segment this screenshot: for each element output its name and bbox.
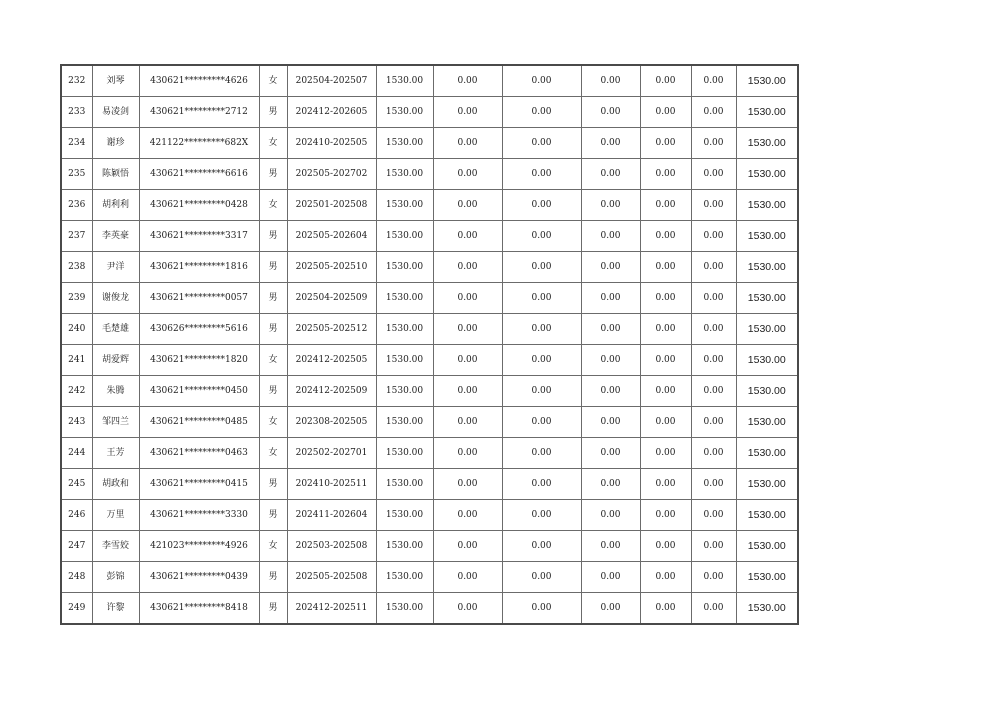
amount-cell: 1530.00 — [376, 65, 433, 97]
table-row — [61, 190, 798, 221]
name-cell: 胡爱辉 — [92, 345, 139, 376]
value-cell-5: 0.00 — [691, 190, 736, 221]
table-row — [61, 221, 798, 252]
gender-cell: 男 — [259, 159, 287, 190]
value-cell-3: 0.00 — [581, 283, 640, 314]
amount-cell: 1530.00 — [376, 407, 433, 438]
period-cell: 202412-202605 — [287, 97, 376, 128]
gender-cell: 男 — [259, 500, 287, 531]
table-row — [61, 97, 798, 128]
amount-cell: 1530.00 — [376, 562, 433, 593]
name-cell: 胡政和 — [92, 469, 139, 500]
id-number-cell: 430621*********1820 — [139, 345, 259, 376]
period-cell: 202505-202512 — [287, 314, 376, 345]
total-cell: 1530.00 — [736, 562, 798, 593]
period-cell: 202504-202507 — [287, 65, 376, 97]
total-cell: 1530.00 — [736, 593, 798, 625]
value-cell-2: 0.00 — [502, 407, 581, 438]
total-cell: 1530.00 — [736, 97, 798, 128]
amount-cell: 1530.00 — [376, 190, 433, 221]
period-cell: 202505-202604 — [287, 221, 376, 252]
gender-cell: 女 — [259, 65, 287, 97]
value-cell-5: 0.00 — [691, 97, 736, 128]
amount-cell: 1530.00 — [376, 314, 433, 345]
value-cell-1: 0.00 — [433, 345, 502, 376]
gender-cell: 男 — [259, 252, 287, 283]
value-cell-5: 0.00 — [691, 500, 736, 531]
value-cell-3: 0.00 — [581, 65, 640, 97]
value-cell-2: 0.00 — [502, 97, 581, 128]
period-cell: 202502-202701 — [287, 438, 376, 469]
id-number-cell: 430621*********0428 — [139, 190, 259, 221]
value-cell-4: 0.00 — [640, 376, 691, 407]
value-cell-2: 0.00 — [502, 190, 581, 221]
gender-cell: 男 — [259, 283, 287, 314]
row-number-cell: 246 — [61, 500, 92, 531]
value-cell-5: 0.00 — [691, 469, 736, 500]
period-cell: 202412-202509 — [287, 376, 376, 407]
value-cell-1: 0.00 — [433, 562, 502, 593]
id-number-cell: 430621*********6616 — [139, 159, 259, 190]
total-cell: 1530.00 — [736, 128, 798, 159]
value-cell-4: 0.00 — [640, 314, 691, 345]
id-number-cell: 430621*********0463 — [139, 438, 259, 469]
value-cell-4: 0.00 — [640, 500, 691, 531]
value-cell-1: 0.00 — [433, 593, 502, 625]
total-cell: 1530.00 — [736, 469, 798, 500]
value-cell-5: 0.00 — [691, 65, 736, 97]
table-body — [61, 65, 798, 624]
value-cell-5: 0.00 — [691, 314, 736, 345]
value-cell-3: 0.00 — [581, 345, 640, 376]
id-number-cell: 430621*********3317 — [139, 221, 259, 252]
row-number-cell: 233 — [61, 97, 92, 128]
period-cell: 202505-202510 — [287, 252, 376, 283]
value-cell-4: 0.00 — [640, 190, 691, 221]
name-cell: 谢俊龙 — [92, 283, 139, 314]
table-row — [61, 128, 798, 159]
row-number-cell: 241 — [61, 345, 92, 376]
value-cell-1: 0.00 — [433, 438, 502, 469]
period-cell: 202505-202702 — [287, 159, 376, 190]
total-cell: 1530.00 — [736, 407, 798, 438]
value-cell-1: 0.00 — [433, 407, 502, 438]
value-cell-1: 0.00 — [433, 531, 502, 562]
period-cell: 202503-202508 — [287, 531, 376, 562]
period-cell: 202504-202509 — [287, 283, 376, 314]
table-row — [61, 376, 798, 407]
value-cell-4: 0.00 — [640, 252, 691, 283]
id-number-cell: 430621*********4626 — [139, 65, 259, 97]
total-cell: 1530.00 — [736, 531, 798, 562]
gender-cell: 女 — [259, 531, 287, 562]
amount-cell: 1530.00 — [376, 159, 433, 190]
total-cell: 1530.00 — [736, 345, 798, 376]
table-row — [61, 469, 798, 500]
amount-cell: 1530.00 — [376, 469, 433, 500]
value-cell-2: 0.00 — [502, 314, 581, 345]
name-cell: 陈颖悟 — [92, 159, 139, 190]
row-number-cell: 238 — [61, 252, 92, 283]
id-number-cell: 421122*********682X — [139, 128, 259, 159]
name-cell: 易凌剑 — [92, 97, 139, 128]
value-cell-5: 0.00 — [691, 593, 736, 625]
amount-cell: 1530.00 — [376, 531, 433, 562]
value-cell-3: 0.00 — [581, 407, 640, 438]
name-cell: 许黎 — [92, 593, 139, 625]
total-cell: 1530.00 — [736, 159, 798, 190]
total-cell: 1530.00 — [736, 65, 798, 97]
table-row — [61, 593, 798, 625]
value-cell-1: 0.00 — [433, 376, 502, 407]
row-number-cell: 236 — [61, 190, 92, 221]
name-cell: 谢珍 — [92, 128, 139, 159]
amount-cell: 1530.00 — [376, 500, 433, 531]
value-cell-2: 0.00 — [502, 159, 581, 190]
period-cell: 202410-202505 — [287, 128, 376, 159]
value-cell-1: 0.00 — [433, 469, 502, 500]
name-cell: 万里 — [92, 500, 139, 531]
value-cell-3: 0.00 — [581, 593, 640, 625]
value-cell-3: 0.00 — [581, 221, 640, 252]
value-cell-4: 0.00 — [640, 221, 691, 252]
gender-cell: 女 — [259, 345, 287, 376]
value-cell-2: 0.00 — [502, 562, 581, 593]
period-cell: 202501-202508 — [287, 190, 376, 221]
id-number-cell: 421023*********4926 — [139, 531, 259, 562]
gender-cell: 女 — [259, 128, 287, 159]
value-cell-2: 0.00 — [502, 500, 581, 531]
period-cell: 202308-202505 — [287, 407, 376, 438]
id-number-cell: 430621*********0057 — [139, 283, 259, 314]
amount-cell: 1530.00 — [376, 593, 433, 625]
gender-cell: 女 — [259, 407, 287, 438]
value-cell-4: 0.00 — [640, 469, 691, 500]
row-number-cell: 247 — [61, 531, 92, 562]
value-cell-4: 0.00 — [640, 562, 691, 593]
value-cell-4: 0.00 — [640, 128, 691, 159]
value-cell-3: 0.00 — [581, 562, 640, 593]
gender-cell: 男 — [259, 97, 287, 128]
total-cell: 1530.00 — [736, 283, 798, 314]
value-cell-4: 0.00 — [640, 65, 691, 97]
value-cell-4: 0.00 — [640, 407, 691, 438]
value-cell-2: 0.00 — [502, 65, 581, 97]
total-cell: 1530.00 — [736, 252, 798, 283]
id-number-cell: 430621*********0439 — [139, 562, 259, 593]
data-table — [60, 64, 799, 625]
period-cell: 202505-202508 — [287, 562, 376, 593]
total-cell: 1530.00 — [736, 190, 798, 221]
name-cell: 彭锦 — [92, 562, 139, 593]
value-cell-5: 0.00 — [691, 159, 736, 190]
value-cell-2: 0.00 — [502, 531, 581, 562]
value-cell-2: 0.00 — [502, 221, 581, 252]
name-cell: 王芳 — [92, 438, 139, 469]
row-number-cell: 249 — [61, 593, 92, 625]
row-number-cell: 237 — [61, 221, 92, 252]
value-cell-2: 0.00 — [502, 469, 581, 500]
value-cell-5: 0.00 — [691, 376, 736, 407]
id-number-cell: 430621*********0485 — [139, 407, 259, 438]
name-cell: 尹洋 — [92, 252, 139, 283]
table-row — [61, 314, 798, 345]
row-number-cell: 242 — [61, 376, 92, 407]
value-cell-5: 0.00 — [691, 438, 736, 469]
amount-cell: 1530.00 — [376, 97, 433, 128]
value-cell-1: 0.00 — [433, 252, 502, 283]
value-cell-5: 0.00 — [691, 531, 736, 562]
table-row — [61, 407, 798, 438]
gender-cell: 男 — [259, 376, 287, 407]
period-cell: 202412-202511 — [287, 593, 376, 625]
value-cell-4: 0.00 — [640, 159, 691, 190]
value-cell-5: 0.00 — [691, 221, 736, 252]
name-cell: 胡利利 — [92, 190, 139, 221]
value-cell-4: 0.00 — [640, 283, 691, 314]
amount-cell: 1530.00 — [376, 438, 433, 469]
id-number-cell: 430621*********8418 — [139, 593, 259, 625]
row-number-cell: 243 — [61, 407, 92, 438]
period-cell: 202411-202604 — [287, 500, 376, 531]
gender-cell: 男 — [259, 562, 287, 593]
row-number-cell: 235 — [61, 159, 92, 190]
id-number-cell: 430621*********3330 — [139, 500, 259, 531]
table-row — [61, 438, 798, 469]
value-cell-3: 0.00 — [581, 97, 640, 128]
value-cell-4: 0.00 — [640, 593, 691, 625]
gender-cell: 女 — [259, 438, 287, 469]
amount-cell: 1530.00 — [376, 345, 433, 376]
gender-cell: 女 — [259, 190, 287, 221]
value-cell-1: 0.00 — [433, 500, 502, 531]
total-cell: 1530.00 — [736, 500, 798, 531]
value-cell-4: 0.00 — [640, 438, 691, 469]
value-cell-4: 0.00 — [640, 531, 691, 562]
id-number-cell: 430621*********0450 — [139, 376, 259, 407]
value-cell-3: 0.00 — [581, 128, 640, 159]
value-cell-3: 0.00 — [581, 469, 640, 500]
table-row — [61, 65, 798, 97]
id-number-cell: 430621*********2712 — [139, 97, 259, 128]
table-row — [61, 283, 798, 314]
value-cell-5: 0.00 — [691, 345, 736, 376]
value-cell-3: 0.00 — [581, 376, 640, 407]
value-cell-1: 0.00 — [433, 65, 502, 97]
total-cell: 1530.00 — [736, 438, 798, 469]
id-number-cell: 430621*********0415 — [139, 469, 259, 500]
value-cell-5: 0.00 — [691, 128, 736, 159]
value-cell-3: 0.00 — [581, 438, 640, 469]
name-cell: 李英豪 — [92, 221, 139, 252]
value-cell-2: 0.00 — [502, 438, 581, 469]
table-row — [61, 500, 798, 531]
value-cell-2: 0.00 — [502, 128, 581, 159]
value-cell-5: 0.00 — [691, 252, 736, 283]
amount-cell: 1530.00 — [376, 283, 433, 314]
value-cell-3: 0.00 — [581, 500, 640, 531]
value-cell-1: 0.00 — [433, 314, 502, 345]
row-number-cell: 244 — [61, 438, 92, 469]
value-cell-5: 0.00 — [691, 407, 736, 438]
name-cell: 李雪姣 — [92, 531, 139, 562]
value-cell-2: 0.00 — [502, 252, 581, 283]
id-number-cell: 430621*********1816 — [139, 252, 259, 283]
value-cell-2: 0.00 — [502, 345, 581, 376]
name-cell: 朱腾 — [92, 376, 139, 407]
table-row — [61, 562, 798, 593]
value-cell-1: 0.00 — [433, 221, 502, 252]
total-cell: 1530.00 — [736, 376, 798, 407]
amount-cell: 1530.00 — [376, 128, 433, 159]
value-cell-2: 0.00 — [502, 593, 581, 625]
value-cell-3: 0.00 — [581, 190, 640, 221]
value-cell-1: 0.00 — [433, 190, 502, 221]
value-cell-5: 0.00 — [691, 283, 736, 314]
name-cell: 刘琴 — [92, 65, 139, 97]
value-cell-5: 0.00 — [691, 562, 736, 593]
value-cell-1: 0.00 — [433, 159, 502, 190]
row-number-cell: 239 — [61, 283, 92, 314]
row-number-cell: 232 — [61, 65, 92, 97]
period-cell: 202412-202505 — [287, 345, 376, 376]
name-cell: 毛楚雄 — [92, 314, 139, 345]
value-cell-4: 0.00 — [640, 345, 691, 376]
table-row — [61, 345, 798, 376]
row-number-cell: 240 — [61, 314, 92, 345]
name-cell: 邹四兰 — [92, 407, 139, 438]
amount-cell: 1530.00 — [376, 376, 433, 407]
value-cell-4: 0.00 — [640, 97, 691, 128]
value-cell-3: 0.00 — [581, 314, 640, 345]
value-cell-3: 0.00 — [581, 252, 640, 283]
row-number-cell: 245 — [61, 469, 92, 500]
gender-cell: 男 — [259, 314, 287, 345]
table-row — [61, 159, 798, 190]
amount-cell: 1530.00 — [376, 252, 433, 283]
value-cell-3: 0.00 — [581, 159, 640, 190]
value-cell-1: 0.00 — [433, 283, 502, 314]
row-number-cell: 234 — [61, 128, 92, 159]
table-row — [61, 531, 798, 562]
value-cell-2: 0.00 — [502, 283, 581, 314]
total-cell: 1530.00 — [736, 221, 798, 252]
period-cell: 202410-202511 — [287, 469, 376, 500]
table-row — [61, 252, 798, 283]
gender-cell: 男 — [259, 221, 287, 252]
total-cell: 1530.00 — [736, 314, 798, 345]
value-cell-2: 0.00 — [502, 376, 581, 407]
amount-cell: 1530.00 — [376, 221, 433, 252]
gender-cell: 男 — [259, 593, 287, 625]
value-cell-3: 0.00 — [581, 531, 640, 562]
row-number-cell: 248 — [61, 562, 92, 593]
id-number-cell: 430626*********5616 — [139, 314, 259, 345]
value-cell-1: 0.00 — [433, 97, 502, 128]
gender-cell: 男 — [259, 469, 287, 500]
value-cell-1: 0.00 — [433, 128, 502, 159]
